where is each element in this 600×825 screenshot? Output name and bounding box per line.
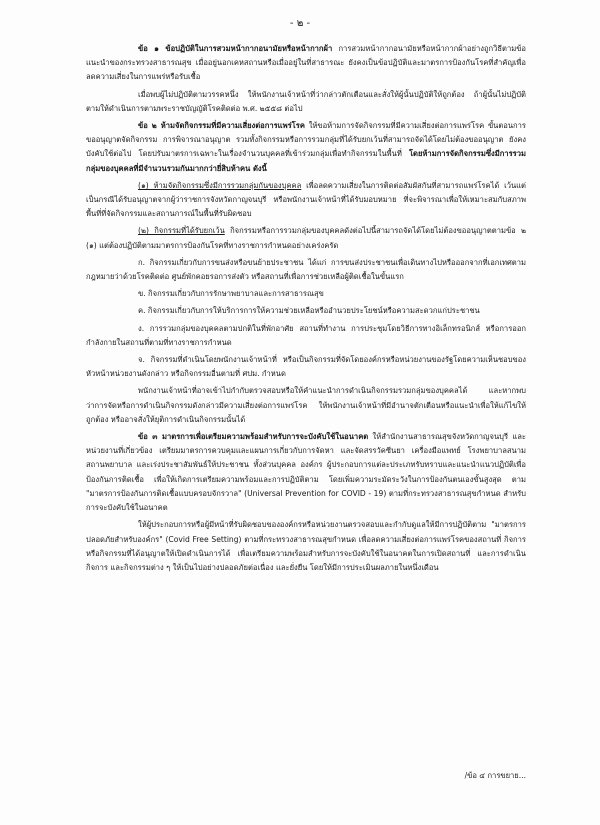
sub-item-a: ก. กิจกรรมเกี่ยวกับการขนส่งหรือขนย้ายประชาชน ได้แก่ การขนส่งประชาชนเพื่อเดินทางไปหรือออกจากที่เอกเทศตามกฎหมายว่าด้วยโรคติดต่อ ศูนย์พักคอยรอการส่งตัว หรือสถานที่เพื่อการช่วยเหลือผู้ติดเชื้อในขั้นแรก [86, 257, 526, 282]
sub-item-c: ค. กิจกรรมเกี่ยวกับการให้บริการการให้ความช่วยเหลือหรืออำนวยประโยชน์หรือความสะดวกแก่ประชาชน [138, 306, 480, 316]
page-number: - ๒ - [289, 18, 311, 29]
item-1-text: เพื่อลดความเสี่ยงในการติดต่อสัมผัสกันที่สามารถแพร่โรคได้ เว้นแต่เป็นกรณีได้รับอนุญาตจากผู้ว่าราชการจังหวัดกาญจนบุรี หรือพนักงานเจ้าหน้าที่ได้รับมอบหมาย ที่จะพิจารณาเพื่อให้เหมาะสมกับสภาพพื้นที่ที่จัดกิจกรรมและสถานการณ์ในพื้นที่รับผิดชอบ [86, 180, 526, 219]
item-2-label: (๒) กิจกรรมที่ได้รับยกเว้น [138, 226, 225, 236]
clause-2-text: ให้ขอห้ามการจัดกิจกรรมที่มีความเสี่ยงต่อการแพร่โรค ขั้นตอนการขออนุญาตจัดกิจกรรม การพิจารณาอนุญาต รวมทั้งกิจกรรมหรือการรวมกลุ่มที่ได้รับยกเว้นที่สามารถจัดได้โดยไม่ต้องขออนุญาต ยังคงบังคับใช้ต่อไป โดยปรับมาตรการเฉพาะในเรื่องจำนวนบุคคลที่เข้าร่วมกลุ่มเพื่อทำกิจกรรมในพื้นที่ [86, 121, 527, 159]
clause-1-text: การสวมหน้ากากอนามัยหรือหน้ากากผ้าอย่างถูกวิธีตามข้อแนะนำของกระทรวงสาธารณสุข เมื่ออยู่นอกเคหสถานหรือเมื่ออยู่ในที่สาธารณะ ยังคงเป็นข้อปฏิบัติและมาตรการป้องกันโรคที่สำคัญเพื่อลดความเสี่ยงในการแพร่หรือรับเชื้อ [86, 44, 526, 82]
clause-3-heading: ข้อ ๓ มาตรการเพื่อเตรียมความพร้อมสำหรับการจะบังคับใช้ในอนาคต [138, 432, 369, 442]
clause-2-item-1 [86, 179, 526, 222]
clause-1-para-2: เมื่อพบผู้ไม่ปฏิบัติตามวรรคหนึ่ง ให้พนักงานเจ้าหน้าที่ว่ากล่าวตักเตือนและสั่งให้ผู้นั้นปฏิบัติให้ถูกต้อง ถ้าผู้นั้นไม่ปฏิบัติตามให้ดำเนินการตามพระราชบัญญัติโรคติดต่อ พ.ศ. ๒๕๕๘ ต่อไป [86, 89, 526, 113]
clause-2-para-end: พนักงานเจ้าหน้าที่อาจเข้าไปกำกับตรวจสอบหรือให้คำแนะนำการดำเนินกิจกรรมรวมกลุ่มของบุคคลได้ และหากพบว่าการจัดหรือการดำเนินกิจกรรมดังกล่าวมีความเสี่ยงต่อการแพร่โรค ให้พนักงานเจ้าหน้าที่มีอำนาจตักเตือนหรือแนะนำเพื่อให้แก้ไขให้ถูกต้อง หรืออาจสั่งให้ยุติการดำเนินกิจกรรมนั้นได้ [86, 386, 526, 424]
clause-1-heading: ข้อ ๑ ข้อปฏิบัติในการสวมหน้ากากอนามัยหรือหน้ากากผ้า [138, 44, 333, 53]
item-2-text: กิจกรรมหรือการรวมกลุ่มของบุคคลดังต่อไปนี้สามารถจัดได้โดยไม่ต้องขออนุญาตตามข้อ ๒ (๑) แต่ต้องปฏิบัติตามมาตรการป้องกันโรคที่ทางราชการกำหนดอย่างเคร่งครัด [86, 226, 527, 250]
document-body [86, 42, 526, 578]
sub-item-d: ง. การรวมกลุ่มของบุคคลตามปกติในที่พักอาศัย สถานที่ทำงาน การประชุมโดยวิธีการทางอิเล็กทรอนิกส์ หรือการออกกำลังกายในสถานที่ตามที่ทางราชการกำหนด [86, 323, 526, 347]
sub-item-b: ข. กิจกรรมเกี่ยวกับการรักษาพยาบาลและการสาธารณสุข [138, 289, 324, 299]
clause-3-para-2: ให้ผู้ประกอบการหรือผู้มีหน้าที่รับผิดชอบขององค์กรหรือหน่วยงานตรวจสอบและกำกับดูแลให้มีการปฏิบัติตาม "มาตรการปลอดภัยสำหรับองค์กร" (Covid Free Setting) ตามที่กระทรวงสาธารณสุขกำหนด เพื่อลดความเสี่ยงต่อการแพร่โรคของสถานที่ กิจการ หรือกิจกรรมที่ได้อนุญาตให้เปิดดำเนินการได้ เพื่อเตรียมความพร้อมสำหรับการจะบังคับใช้ในอนาคตในการเปิดสถานที่ และการดำเนินกิจการ และกิจกรรมต่าง ๆ ให้เป็นไปอย่างปลอดภัยต่อเนื่อง และยั่งยืน โดยให้มีการประเมินผลภายในหนึ่งเดือน [86, 520, 526, 572]
clause-3 [86, 430, 526, 515]
clause-3-text: ให้สำนักงานสาธารณสุขจังหวัดกาญจนบุรี และหน่วยงานที่เกี่ยวข้อง เตรียมมาตรการควบคุมและแผนการเกี่ยวกับการจัดหา และจัดสรรวัคซีนยา เครื่องมือแพทย์ โรงพยาบาลสนาม สถานพยาบาล และเร่งประชาสัมพันธ์ให้ประชาชน ทั้งส่วนบุคคล องค์กร ผู้ประกอบการแต่ละประเภทรับทราบและแนะนำแนวปฏิบัติเพื่อป้องกันการติดเชื้อ เพื่อให้เกิดการเตรียมความพร้อมและการปฏิบัติตาม โดยเพิ่มความระมัดระวังในการป้องกันตนเองขั้นสูงสุด ตาม "มาตรการป้องกันการติดเชื้อแบบครอบจักรวาล" (Universal Prevention for COVID - 19) ตามที่กระทรวงสาธารณสุขกำหนด สำหรับการจะบังคับใช้ในอนาคต [86, 432, 526, 513]
clause-1 [86, 42, 526, 85]
next-page-reference: /ข้อ ๔ การขยาย... [464, 771, 526, 780]
item-1-label: (๑) ห้ามจัดกิจกรรมซึ่งมีการรวมกลุ่มกันของบุคคล [138, 180, 302, 190]
clause-2-bold-tail: โดยห้ามการจัดกิจกรรมซึ่งมีการรวมกลุ่มของบุคคลที่มีจำนวนรวมกันมากกว่ายี่สิบห้าคน ดังนี้ [86, 149, 526, 173]
clause-2 [86, 119, 526, 176]
clause-2-item-2 [86, 224, 526, 252]
clause-2-heading: ข้อ ๒ ห้ามจัดกิจกรรมที่มีความเสี่ยงต่อการแพร่โรค [138, 121, 305, 131]
sub-item-e: จ. กิจกรรมที่ดำเนินโดยพนักงานเจ้าหน้าที่ หรือเป็นกิจกรรมที่จัดโดยองค์กรหรือหน่วยงานของรัฐโดยความเห็นชอบของหัวหน้าหน่วยงานดังกล่าว หรือกิจกรรมอื่นตามที่ ศปม. กำหนด [86, 355, 526, 379]
